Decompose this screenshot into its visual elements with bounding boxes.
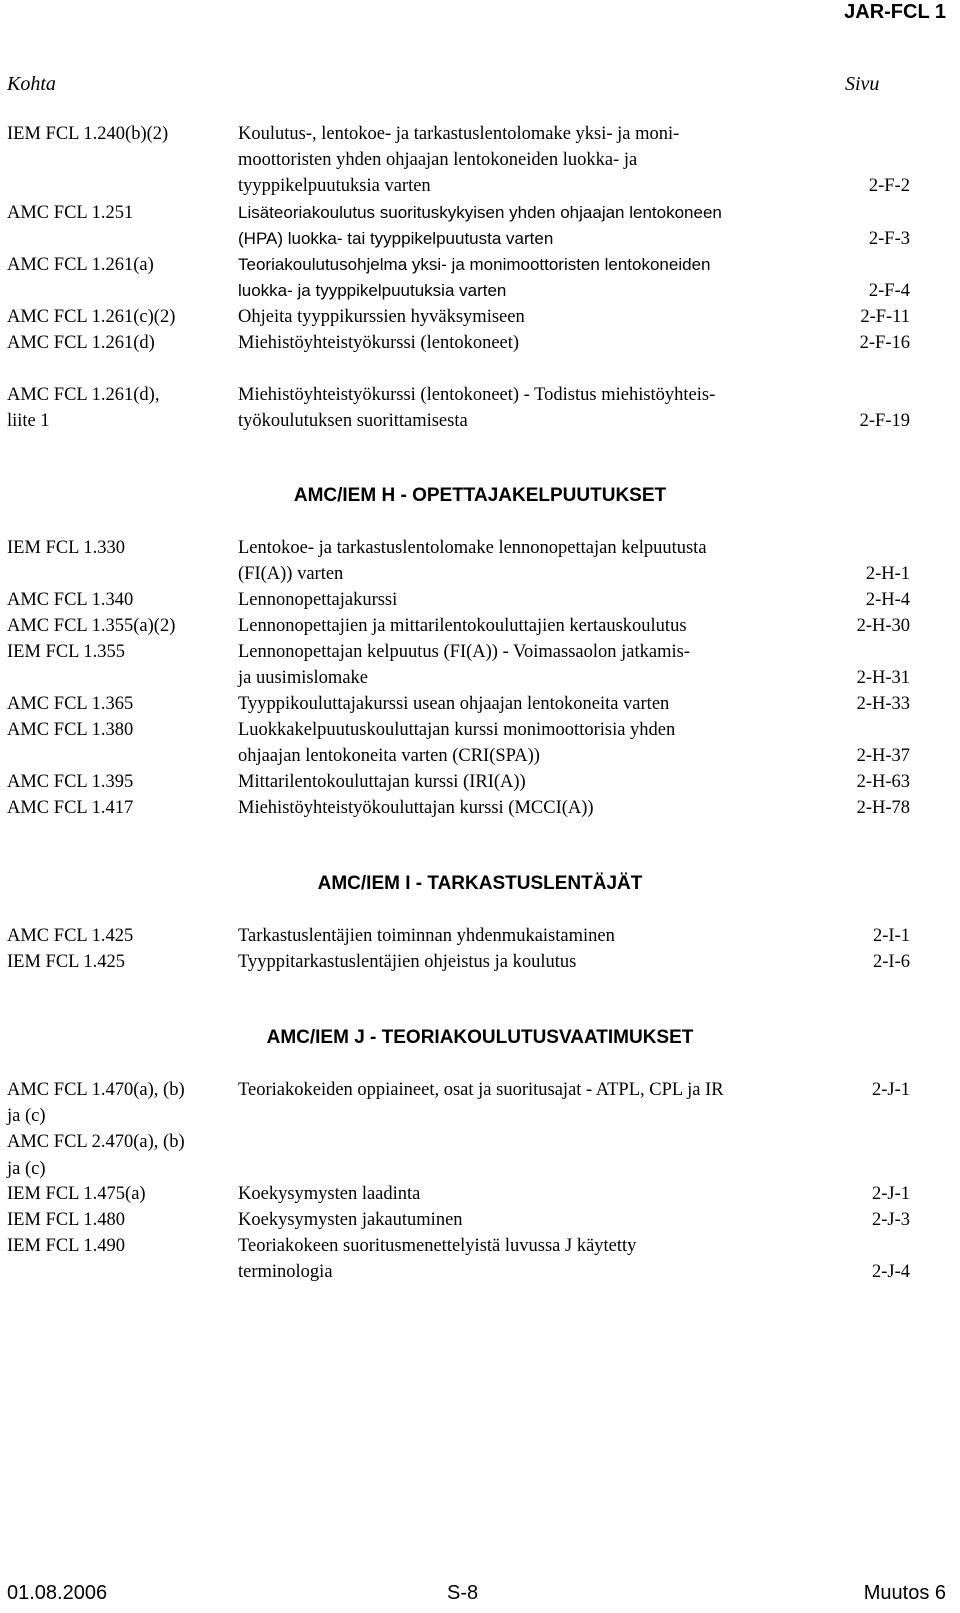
row-ref: AMC FCL 1.261(a) bbox=[7, 255, 154, 275]
row-description: Tyyppikouluttajakurssi usean ohjaajan lentokoneita varten bbox=[238, 694, 670, 714]
section-h-title: AMC/IEM H - OPETTAJAKELPUUTUKSET bbox=[293, 485, 667, 506]
row-description: Luokkakelpuutuskouluttajan kurssi monimoottorisia yhden bbox=[238, 720, 676, 740]
row-ref: AMC FCL 1.261(d), bbox=[7, 385, 160, 405]
row-page: 2-H-33 bbox=[856, 694, 910, 714]
row-page: 2-H-1 bbox=[865, 564, 910, 585]
row-ref: AMC FCL 1.470(a), (b) bbox=[7, 1080, 185, 1100]
row-ref: AMC FCL 1.380 bbox=[7, 720, 134, 740]
row-ref: IEM FCL 1.490 bbox=[7, 1236, 126, 1256]
row-description: Miehistöyhteistyökurssi (lentokoneet) bbox=[238, 333, 520, 353]
row-description: Tarkastuslentäjien toiminnan yhdenmukaistaminen bbox=[238, 926, 615, 946]
row-ref: AMC FCL 1.365 bbox=[7, 694, 134, 714]
row-ref: IEM FCL 1.480 bbox=[7, 1210, 126, 1230]
row-description: luokka- ja tyyppikelpuutuksia varten bbox=[238, 281, 507, 301]
row-page: 2-F-4 bbox=[868, 281, 910, 302]
row-ref: liite 1 bbox=[7, 411, 50, 432]
row-page: 2-H-37 bbox=[856, 746, 910, 767]
row-page: 2-F-19 bbox=[859, 411, 910, 432]
row-page: 2-H-63 bbox=[856, 772, 910, 792]
row-ref: AMC FCL 1.417 bbox=[7, 798, 134, 818]
row-description: Teoriakokeen suoritusmenettelyistä luvussa J käytetty bbox=[238, 1236, 637, 1256]
row-description: Lentokoe- ja tarkastuslentolomake lennonopettajan kelpuutusta bbox=[238, 538, 707, 558]
row-page: 2-H-4 bbox=[865, 590, 910, 610]
row-ref: AMC FCL 1.261(d) bbox=[7, 333, 155, 353]
row-description: työkoulutuksen suorittamisesta bbox=[238, 411, 468, 432]
row-ref: AMC FCL 1.261(c)(2) bbox=[7, 307, 176, 327]
row-page: 2-F-3 bbox=[868, 229, 910, 250]
row-description: Lisäteoriakoulutus suorituskykyisen yhden ohjaajan lentokoneen bbox=[238, 203, 722, 222]
row-page: 2-F-2 bbox=[868, 176, 910, 197]
row-description: Ohjeita tyyppikurssien hyväksymiseen bbox=[238, 307, 525, 327]
row-description: Miehistöyhteistyökurssi (lentokoneet) - Todistus miehistöyhteis- bbox=[238, 385, 716, 405]
row-ref: AMC FCL 1.340 bbox=[7, 590, 134, 610]
row-page: 2-H-31 bbox=[856, 668, 910, 689]
row-description: Tyyppitarkastuslentäjien ohjeistus ja koulutus bbox=[238, 952, 577, 972]
row-ref: IEM FCL 1.330 bbox=[7, 538, 126, 558]
footer-amendment: Muutos 6 bbox=[863, 1582, 946, 1604]
row-description: Koulutus-, lentokoe- ja tarkastuslentolomake yksi- ja moni- bbox=[238, 124, 680, 144]
column-heading-sivu: Sivu bbox=[845, 73, 880, 95]
row-description: ohjaajan lentokoneita varten (CRI(SPA)) bbox=[238, 746, 540, 767]
row-page: 2-F-11 bbox=[860, 307, 910, 327]
row-description: Lennonopettajien ja mittarilentokouluttajien kertauskoulutus bbox=[238, 616, 687, 636]
row-description: Lennonopettajan kelpuutus (FI(A)) - Voimassaolon jatkamis- bbox=[238, 642, 690, 662]
row-description: Teoriakokeiden oppiaineet, osat ja suoritusajat - ATPL, CPL ja IR bbox=[238, 1080, 724, 1100]
row-description: Miehistöyhteistyökouluttajan kurssi (MCCI(A)) bbox=[238, 798, 594, 818]
row-description: Koekysymysten jakautuminen bbox=[238, 1210, 463, 1230]
row-ref: IEM FCL 1.355 bbox=[7, 642, 126, 662]
row-page: 2-J-1 bbox=[871, 1184, 910, 1204]
row-ref: AMC FCL 1.425 bbox=[7, 926, 134, 946]
row-ref: AMC FCL 1.395 bbox=[7, 772, 134, 792]
row-description: Mittarilentokouluttajan kurssi (IRI(A)) bbox=[238, 772, 526, 792]
row-page: 2-H-30 bbox=[856, 616, 910, 636]
row-description: Koekysymysten laadinta bbox=[238, 1184, 421, 1204]
row-page: 2-J-3 bbox=[871, 1210, 910, 1230]
row-description: ja uusimislomake bbox=[238, 668, 368, 689]
row-description: Teoriakoulutusohjelma yksi- ja monimoottoristen lentokoneiden bbox=[238, 255, 711, 274]
row-ref: IEM FCL 1.475(a) bbox=[7, 1184, 146, 1204]
column-heading-kohta: Kohta bbox=[7, 73, 56, 95]
row-page: 2-I-1 bbox=[873, 926, 910, 946]
section-j-title: AMC/IEM J - TEORIAKOULUTUSVAATIMUKSET bbox=[266, 1027, 694, 1048]
row-page: 2-J-1 bbox=[871, 1080, 910, 1100]
row-ref: IEM FCL 1.240(b)(2) bbox=[7, 124, 169, 144]
row-description: tyyppikelpuutuksia varten bbox=[238, 176, 431, 197]
row-page: 2-I-6 bbox=[873, 952, 910, 972]
row-ref: AMC FCL 2.470(a), (b) bbox=[7, 1132, 185, 1153]
row-ref: IEM FCL 1.425 bbox=[7, 952, 126, 972]
row-ref: ja (c) bbox=[7, 1106, 46, 1127]
row-page: 2-J-4 bbox=[871, 1262, 910, 1283]
row-ref: AMC FCL 1.251 bbox=[7, 203, 134, 223]
row-ref: ja (c) bbox=[7, 1158, 46, 1179]
row-description: Lennonopettajakurssi bbox=[238, 590, 398, 610]
row-page: 2-H-78 bbox=[856, 798, 910, 818]
row-description: (FI(A)) varten bbox=[238, 564, 344, 585]
row-ref: AMC FCL 1.355(a)(2) bbox=[7, 616, 176, 636]
row-description: (HPA) luokka- tai tyyppikelpuutusta varten bbox=[238, 229, 554, 249]
row-page: 2-F-16 bbox=[859, 333, 910, 353]
footer-date: 01.08.2006 bbox=[7, 1582, 108, 1604]
row-description: moottoristen yhden ohjaajan lentokoneiden luokka- ja bbox=[238, 150, 638, 171]
footer-page-id: S-8 bbox=[447, 1582, 479, 1604]
doc-id: JAR-FCL 1 bbox=[844, 1, 946, 23]
row-description: terminologia bbox=[238, 1262, 333, 1283]
section-i-title: AMC/IEM I - TARKASTUSLENTÄJÄT bbox=[317, 873, 643, 894]
